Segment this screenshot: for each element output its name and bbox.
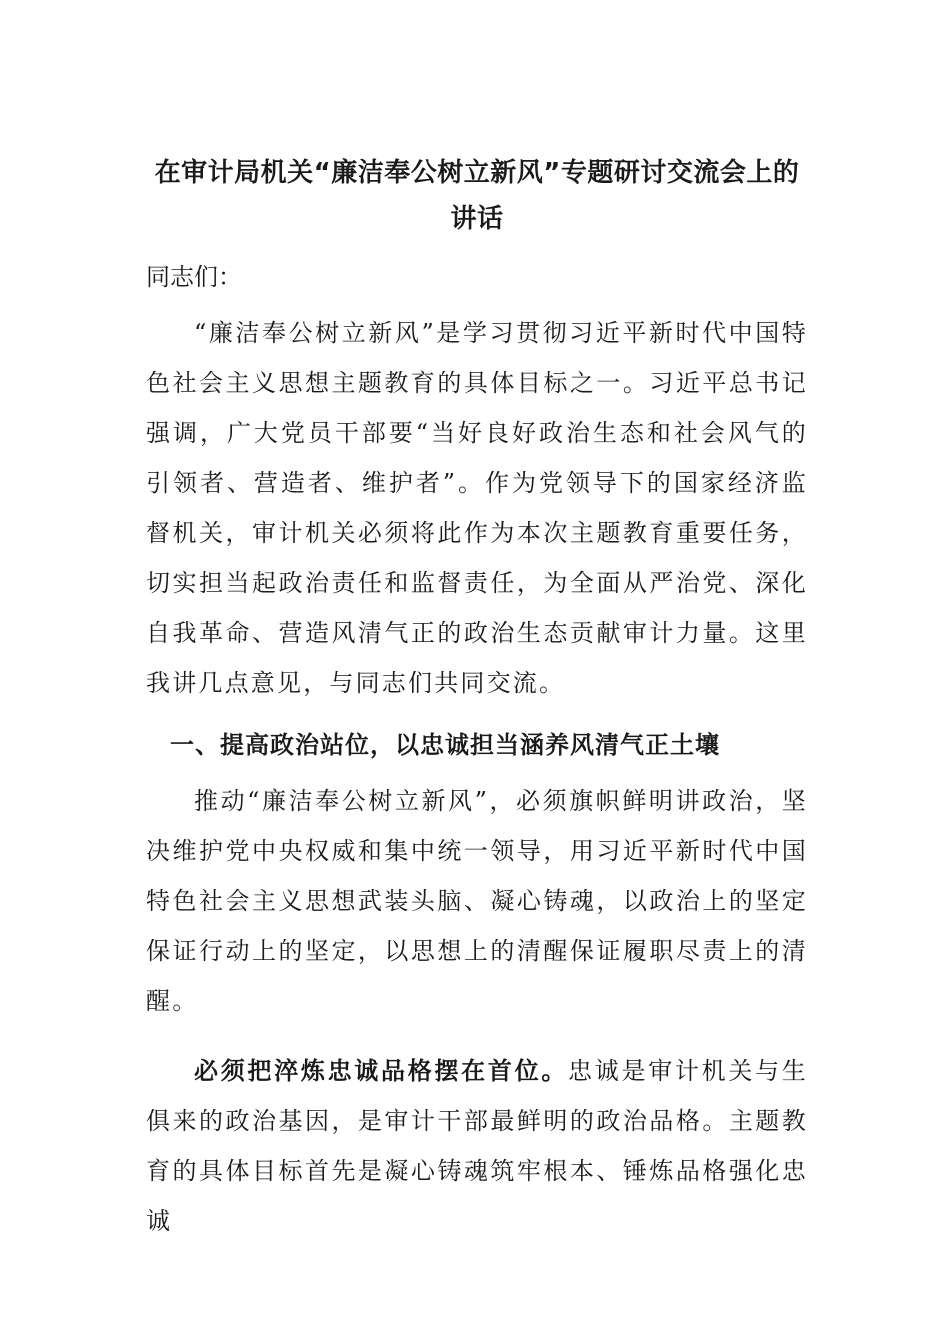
paragraph-gap <box>146 1026 808 1040</box>
document-page <box>146 150 808 1246</box>
section-1-paragraph: 推动“廉洁奉公树立新风”，必须旗帜鲜明讲政治，坚决维护党中央权威和集中统一领导，用习近平新时代中国特色社会主义思想武装头脑、凝心铸魂，以政治上的坚定保证行动上的坚定，以思想上的清醒保证履职尽责上的清醒。 <box>146 787 808 1015</box>
point-1-lead: 必须把淬炼忠诚品格摆在首位。 <box>194 1057 569 1085</box>
point-1-text: 忠诚是审计机关与生俱来的政治基因，是审计干部最鲜明的政治品格。主题教育的具体目标首先是凝心铸魂筑牢根本、锤炼品格强化忠诚 <box>146 1057 808 1235</box>
document-title: 在审计局机关“廉洁奉公树立新风”专题研讨交流会上的讲话 <box>154 158 800 234</box>
section-1-heading: 一、提高政治站位，以忠诚担当涵养风清气正土壤 <box>170 731 720 759</box>
intro-paragraph: “廉洁奉公树立新风”是学习贯彻习近平新时代中国特色社会主义思想主题教育的具体目标之一。习近平总书记强调，广大党员干部要“当好良好政治生态和社会风气的引领者、营造者、维护者”。作为党领导下的国家经济监督机关，审计机关必须将此作为本次主题教育重要任务，切实担当起政治责任和监督责任，为全面从严治党、深化自我革命、营造风清气正的政治生态贡献审计力量。这里我讲几点意见，与同志们共同交流。 <box>146 319 808 697</box>
salutation: 同志们： <box>146 263 242 291</box>
point-1-paragraph <box>146 1046 808 1246</box>
